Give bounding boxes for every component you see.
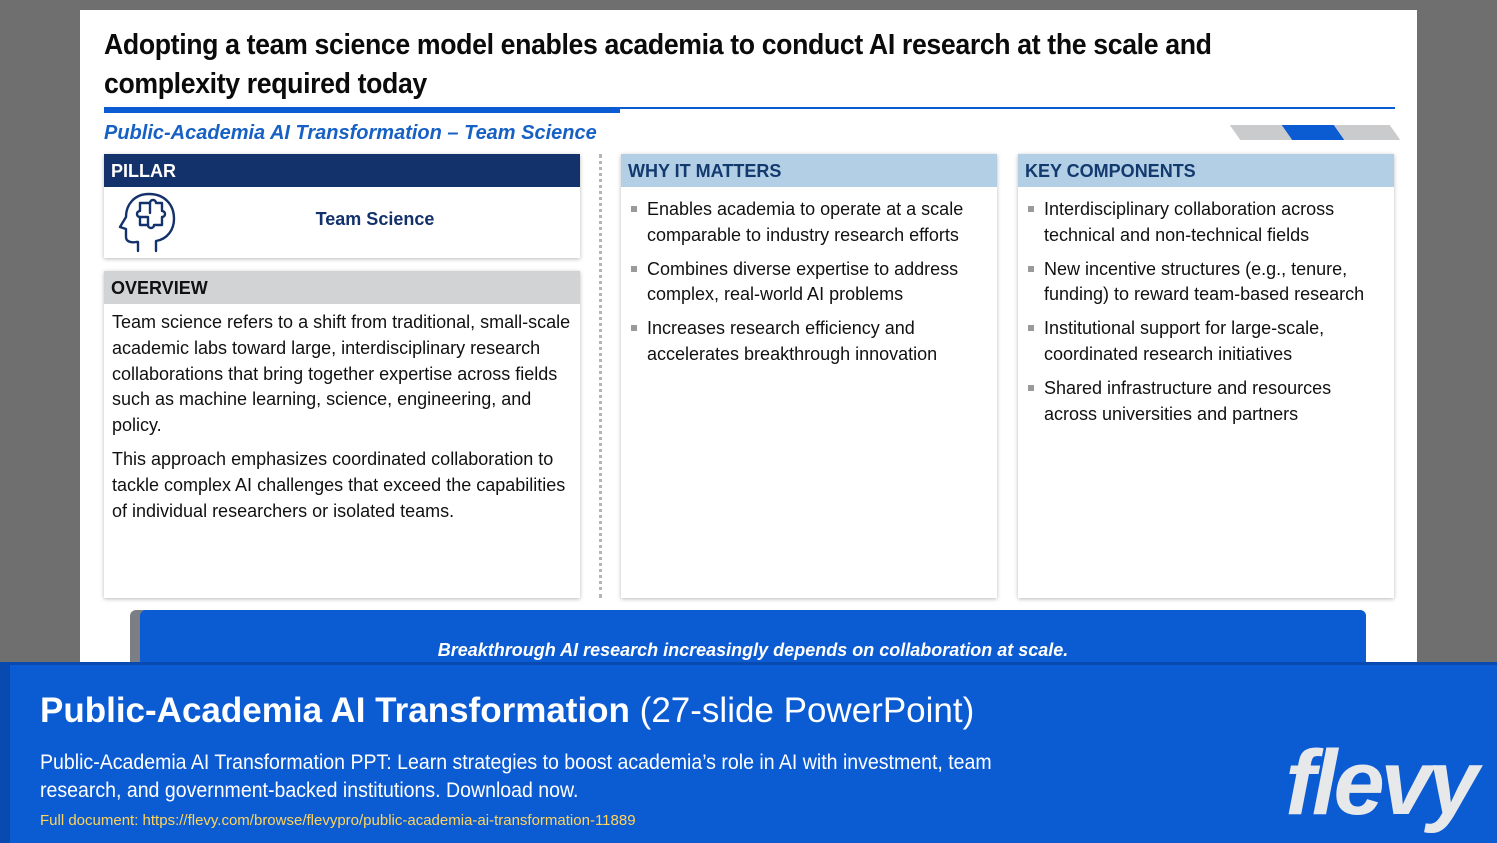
callout-banner xyxy=(140,610,1366,670)
why-bullet-2: Combines diverse expertise to address complex, real-world AI problems xyxy=(631,257,985,309)
slide-title-line-1: Adopting a team science model enables academia to conduct AI research at the scale and xyxy=(104,29,1212,61)
footer-description: Public-Academia AI Transformation PPT: Learn strategies to boost academia’s role in AI with investment, team research, and government-backed institutions. Download now. xyxy=(40,751,992,802)
key-components-panel xyxy=(1018,154,1394,598)
column-divider xyxy=(599,154,602,598)
footer-url-link[interactable]: https://flevy.com/browse/flevypro/public-academia-ai-transformation-11889 xyxy=(142,812,636,829)
head-puzzle-icon xyxy=(116,189,182,255)
slide xyxy=(80,10,1417,670)
callout-banner-text: Breakthrough AI research increasingly depends on collaboration at scale. xyxy=(437,640,1069,660)
key-components-header: KEY COMPONENTS xyxy=(1018,154,1394,187)
footer xyxy=(0,662,1497,843)
footer-title-suffix: (27-slide PowerPoint) xyxy=(629,691,975,730)
key-bullet-4: Shared infrastructure and resources across universities and partners xyxy=(1028,376,1382,428)
flevy-logo: flevy xyxy=(1285,732,1475,834)
key-bullet-2: New incentive structures (e.g., tenure, funding) to reward team-based research xyxy=(1028,257,1382,309)
pillar-header: PILLAR xyxy=(104,154,580,187)
slide-title xyxy=(104,26,1254,104)
pillar-panel xyxy=(104,154,580,258)
pillar-label: Team Science xyxy=(315,209,435,229)
key-bullet-3: Institutional support for large-scale, coordinated research initiatives xyxy=(1028,316,1382,368)
footer-title xyxy=(40,691,974,731)
footer-title-main: Public-Academia AI Transformation xyxy=(40,691,630,730)
footer-url-label: Full document: xyxy=(40,812,143,829)
title-underline xyxy=(104,107,1395,113)
why-it-matters-header: WHY IT MATTERS xyxy=(621,154,997,187)
footer-url[interactable] xyxy=(40,812,636,829)
overview-panel xyxy=(104,271,580,598)
why-it-matters-panel xyxy=(621,154,997,598)
overview-paragraph-1: Team science refers to a shift from traditional, small-scale academic labs toward large, interdisciplinary research collaborations that bring together expertise across fields such as machine learning, science, engineering, and policy. xyxy=(112,312,571,436)
why-bullet-1: Enables academia to operate at a scale comparable to industry research efforts xyxy=(631,197,985,249)
overview-paragraph-2: This approach emphasizes coordinated collaboration to tackle complex AI challenges that exceed the capabilities of individual researchers or isolated teams. xyxy=(112,448,566,521)
progress-tabs xyxy=(1235,125,1395,140)
overview-header: OVERVIEW xyxy=(104,271,580,304)
slide-subtitle: Public-Academia AI Transformation – Team Science xyxy=(104,122,597,144)
why-bullet-3: Increases research efficiency and accelerates breakthrough innovation xyxy=(631,316,985,368)
slide-title-line-2: complexity required today xyxy=(104,68,427,100)
progress-tab-3 xyxy=(1334,125,1401,140)
key-bullet-1: Interdisciplinary collaboration across technical and non-technical fields xyxy=(1028,197,1382,249)
